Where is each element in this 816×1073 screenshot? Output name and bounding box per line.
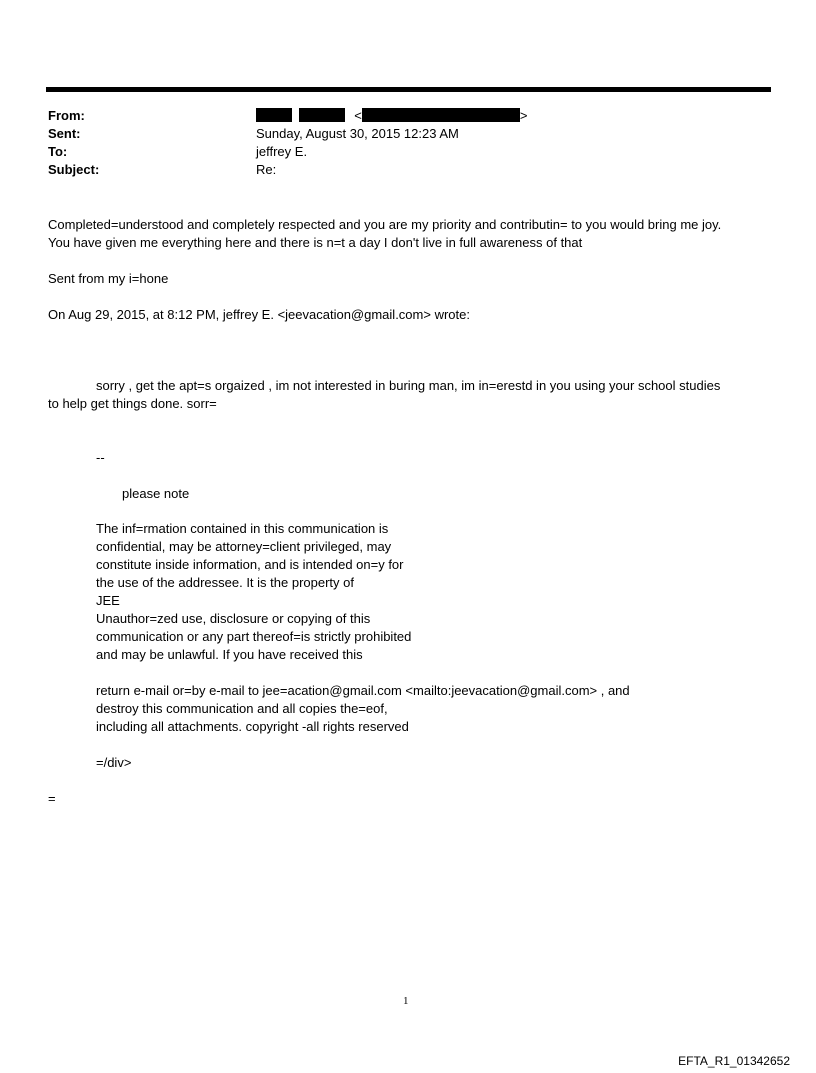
from-gt: > bbox=[519, 108, 528, 123]
subject-label: Subject: bbox=[48, 162, 100, 177]
signature-dashes: -- bbox=[96, 450, 105, 465]
disclaimer-line: communication or any part thereof=is strictly prohibited bbox=[96, 629, 412, 644]
quoted-line: sorry , get the apt=s orgaized , im not interested in buring man, im in=erestd in you using your school studies bbox=[96, 378, 721, 393]
body-line: You have given me everything here and there is n=t a day I don't live in full awareness of that bbox=[48, 235, 583, 250]
subject-row bbox=[48, 161, 748, 179]
from-row bbox=[48, 107, 748, 125]
div-close-line: =/div> bbox=[96, 755, 132, 770]
redaction-block bbox=[299, 108, 345, 122]
to-row bbox=[48, 143, 748, 161]
sent-row bbox=[48, 125, 748, 143]
sent-value: Sunday, August 30, 2015 12:23 AM bbox=[256, 126, 459, 141]
equals-line: = bbox=[48, 791, 56, 806]
header-rule bbox=[46, 87, 771, 92]
to-value: jeffrey E. bbox=[256, 144, 308, 159]
disclaimer-line: constitute inside information, and is intended on=y for bbox=[96, 557, 404, 572]
from-lt: < bbox=[354, 108, 362, 123]
disclaimer-line: and may be unlawful. If you have received this bbox=[96, 647, 363, 662]
disclaimer-line: the use of the addressee. It is the property of bbox=[96, 575, 354, 590]
redaction-block bbox=[362, 108, 520, 122]
quote-header: On Aug 29, 2015, at 8:12 PM, jeffrey E. <jeevacation@gmail.com> wrote: bbox=[48, 307, 470, 322]
disclaimer-line: The inf=rmation contained in this communication is bbox=[96, 521, 389, 536]
page-number: 1 bbox=[403, 995, 409, 1007]
sent-label: Sent: bbox=[48, 126, 81, 141]
sent-from-line: Sent from my i=hone bbox=[48, 271, 169, 286]
disclaimer-line: confidential, may be attorney=client privileged, may bbox=[96, 539, 392, 554]
return-line: return e-mail or=by e-mail to jee=acation@gmail.com <mailto:jeevacation@gmail.com> , and bbox=[96, 683, 630, 698]
return-line: including all attachments. copyright -all rights reserved bbox=[96, 719, 409, 734]
redaction-block bbox=[256, 108, 292, 122]
please-note: please note bbox=[122, 486, 190, 501]
return-line: destroy this communication and all copies the=eof, bbox=[96, 701, 388, 716]
disclaimer-line: JEE bbox=[96, 593, 120, 608]
from-label: From: bbox=[48, 108, 85, 123]
bates-number: EFTA_R1_01342652 bbox=[678, 1054, 790, 1068]
subject-value: Re: bbox=[256, 162, 277, 177]
quoted-line: to help get things done. sorr= bbox=[48, 396, 217, 411]
from-value bbox=[256, 107, 527, 125]
body-line: Completed=understood and completely respected and you are my priority and contributin= to you would bring me joy. bbox=[48, 217, 722, 232]
disclaimer-line: Unauthor=zed use, disclosure or copying of this bbox=[96, 611, 371, 626]
to-label: To: bbox=[48, 144, 68, 159]
